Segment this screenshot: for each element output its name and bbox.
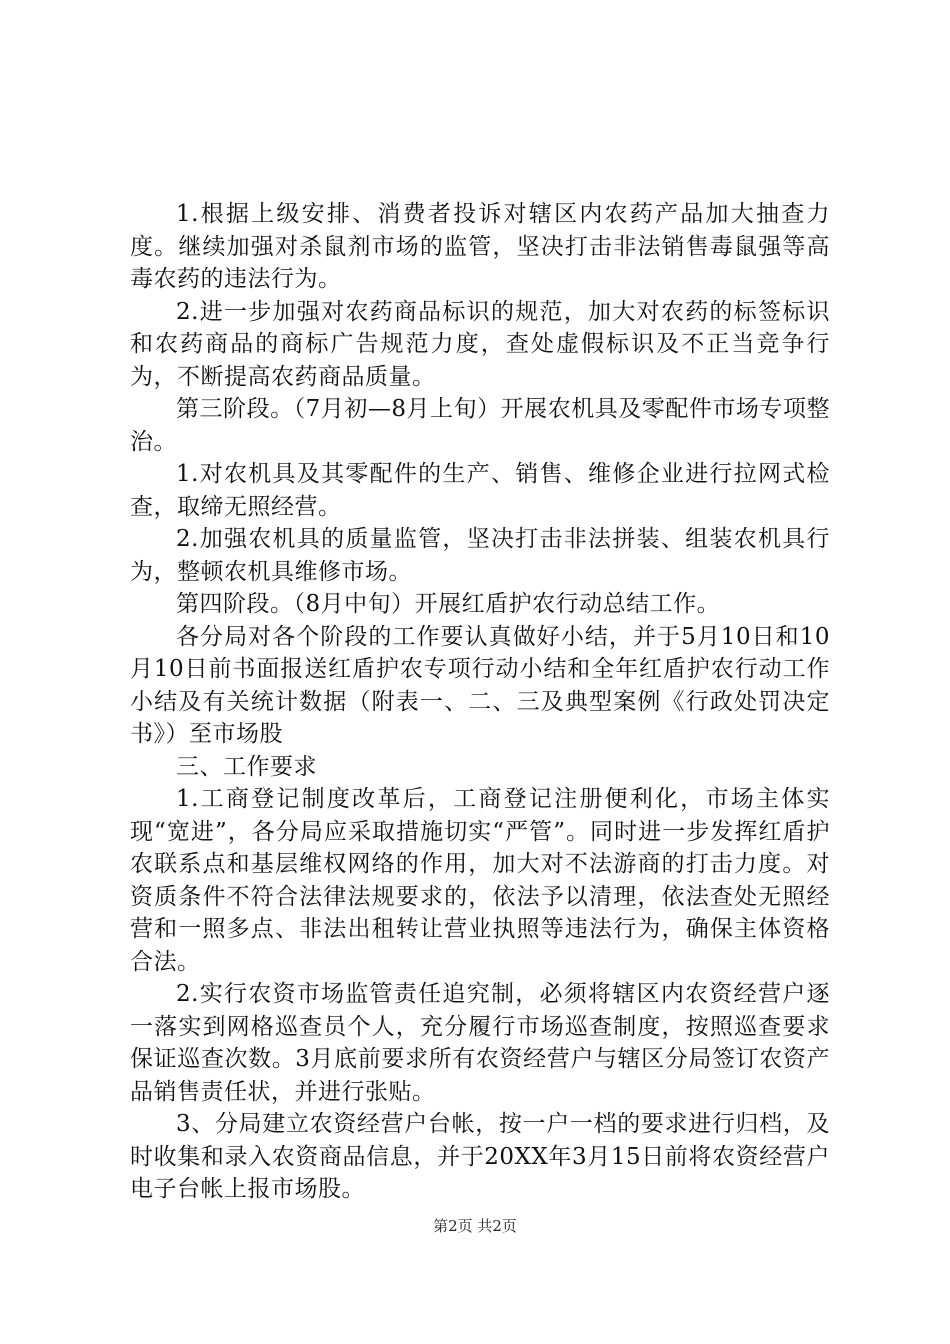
paragraph-2: 2.进一步加强对农药商品标识的规范，加大对农药的标签标识和农药商品的商标广告规范力度，查处虚假标识及不正当竞争行为，不断提高农药商品质量。 bbox=[130, 298, 830, 390]
paragraph-11: 3、分局建立农资经营户台帐，按一户一档的要求进行归档，及时收集和录入农资商品信息，并于20XX年3月15日前将农资经营户电子台帐上报市场股。 bbox=[130, 1111, 830, 1202]
page-number-footer: 第2页 共2页 bbox=[433, 1217, 517, 1235]
paragraph-4: 1.对农机具及其零配件的生产、销售、维修企业进行拉网式检查，取缔无照经营。 bbox=[130, 461, 830, 520]
paragraph-7: 各分局对各个阶段的工作要认真做好小结，并于5月10日和10月10日前书面报送红盾护农专项行动小结和全年红盾护农行动工作小结及有关统计数据（附表一、二、三及典型案例《行政处罚决定书》）至市场股 bbox=[130, 623, 830, 747]
stage-four-heading: 第四阶段。（8月中旬）开展红盾护农行动总结工作。 bbox=[176, 591, 721, 617]
document-body bbox=[130, 198, 830, 1206]
paragraph-5: 2.加强农机具的质量监管，坚决打击非法拼装、组装农机具行为，整顿农机具维修市场。 bbox=[130, 526, 830, 585]
paragraph-1: 1.根据上级安排、消费者投诉对辖区内农药产品加大抽查力度。继续加强对杀鼠剂市场的监管，坚决打击非法销售毒鼠强等高毒农药的违法行为。 bbox=[130, 201, 830, 292]
section-three-heading: 三、工作要求 bbox=[176, 753, 317, 780]
stage-three-heading: 第三阶段。（7月初—8月上旬）开展农机具及零配件市场专项整治。 bbox=[130, 396, 830, 455]
paragraph-10: 2.实行农资市场监管责任追究制，必须将辖区内农资经营户逐一落实到网格巡查员个人，充分履行市场巡查制度，按照巡查要求保证巡查次数。3月底前要求所有农资经营户与辖区分局签订农资产品销售责任状，并进行张贴。 bbox=[130, 981, 830, 1105]
paragraph-9: 1.工商登记制度改革后，工商登记注册便利化，市场主体实现“宽进”，各分局应采取措施切实“严管”。同时进一步发挥红盾护农联系点和基层维权网络的作用，加大对不法游商的打击力度。对资质条件不符合法律法规要求的，依法予以清理，依法查处无照经营和一照多点、非法出租转让营业执照等违法行为，确保主体资格合法。 bbox=[130, 786, 830, 975]
